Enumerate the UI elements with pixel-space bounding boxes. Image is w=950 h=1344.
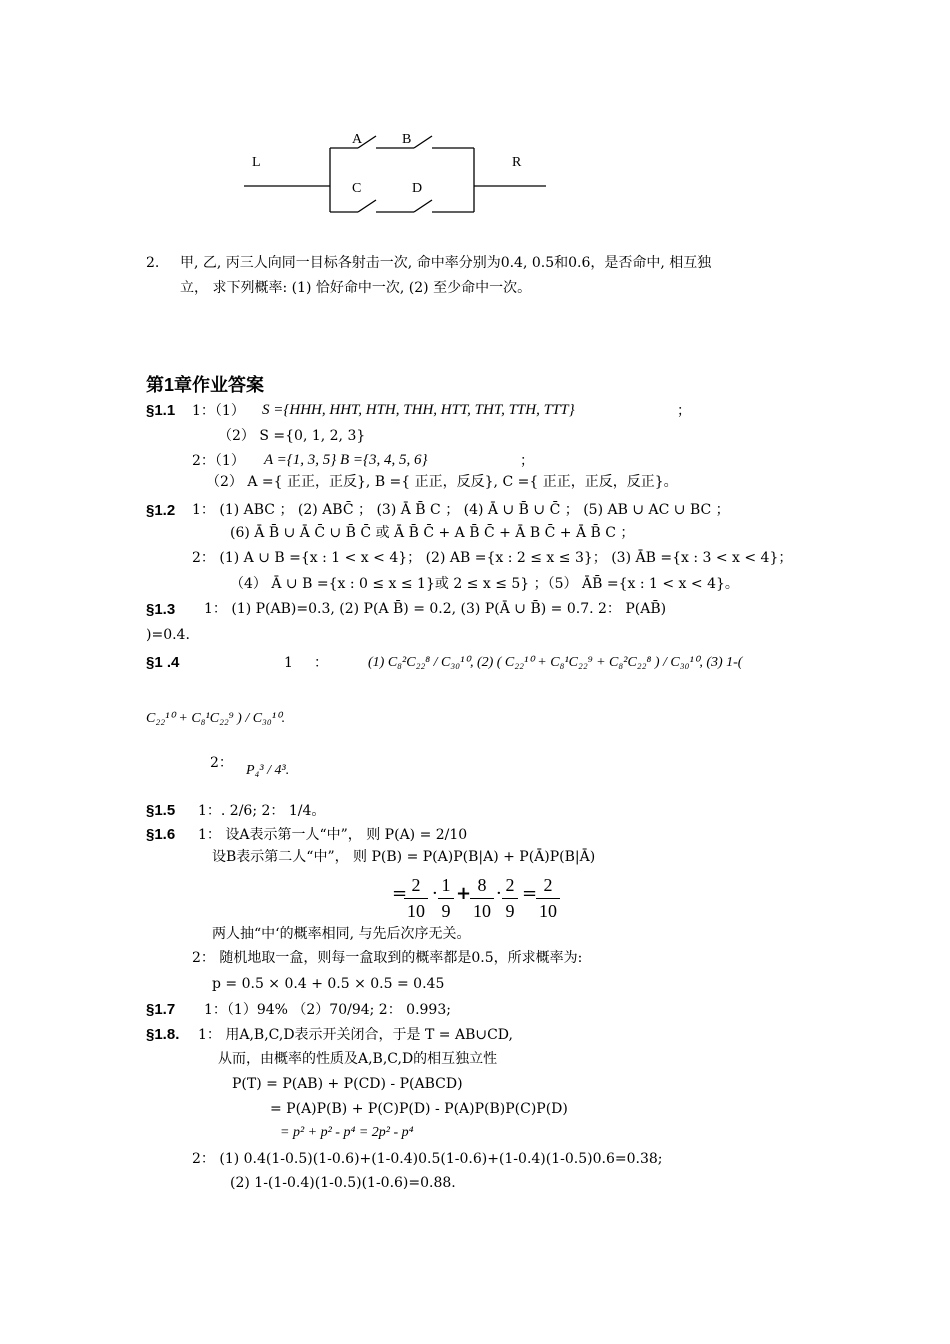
fraction-denominator: 10	[539, 901, 557, 921]
section-tag-1-8: §1.8.	[146, 1026, 180, 1043]
s11-line1-prefix: 1：（1）	[192, 403, 245, 419]
problem-text-line2: 立， 求下列概率: (1) 恰好命中一次, (2) 至少命中一次。	[180, 280, 532, 296]
s12-line3: 2： (1) A ∪ B ={x : 1 < x < 4}； (2) AB ={x : 2 ≤ x ≤ 3}； (3) ĀB ={x : 3 < x < 4}；	[192, 550, 793, 566]
switch-a-label: A	[352, 132, 363, 147]
s14-line1: (1) C₈²C₂₂⁸ / C₃₀¹⁰, (2) ( C₂₂¹⁰ + C₈¹C₂₂⁹ + C₈²C₂₂⁸ ) / C₃₀¹⁰, (3) 1-(	[368, 655, 743, 670]
fraction-numerator: 8	[470, 875, 494, 899]
section-tag-1-6: §1.6	[146, 826, 176, 843]
fraction-denominator: 9	[441, 901, 451, 921]
switch-c-label: C	[352, 181, 362, 196]
s13-line2: )=0.4.	[146, 627, 190, 643]
s12-line4: （4） Ā ∪ B ={x : 0 ≤ x ≤ 1}或 2 ≤ x ≤ 5} ；（5） ĀB̄ ={x : 1 < x < 4}。	[230, 576, 739, 592]
s16-dot-2: ·	[496, 883, 502, 904]
fraction-denominator: 10	[473, 901, 491, 921]
section-tag-1-5: §1.5	[146, 802, 176, 819]
circuit-diagram	[0, 0, 950, 230]
problem-text-line1: 甲, 乙, 丙三人向同一目标各射击一次, 命中率分别为0.4, 0.5和0.6，是否命中, 相互独	[180, 255, 712, 271]
s13-line1: 1： (1) P(AB)=0.3, (2) P(A B̄) = 0.2, (3) P(Ā ∪ B̄) = 0.7. 2： P(AB̄)	[204, 601, 667, 617]
s14-line3-prefix: 2：	[210, 755, 233, 771]
s16-line2: 设B表示第二人“中”， 则 P(B) = P(A)P(B|A) + P(Ā)P(B|Ā)	[212, 849, 596, 865]
fraction-numerator: 2	[502, 875, 518, 899]
s11-line4: （2） A ={ 正正，正反}, B ={ 正正，反反}, C ={ 正正，正反，反正}。	[206, 474, 678, 490]
s12-line2: (6) Ā B̄ ∪ Ā C̄ ∪ B̄ C̄ 或 Ā B̄ C̄ + A B̄ C̄ + Ā B C̄ + Ā B̄ C ；	[230, 525, 635, 541]
s18-line4: = P(A)P(B) + P(C)P(D) - P(A)P(B)P(C)P(D)	[270, 1101, 568, 1117]
terminal-l-label: L	[252, 155, 261, 170]
s16-line6: p = 0.5 × 0.4 + 0.5 × 0.5 = 0.45	[212, 976, 445, 992]
s11-line1-math: S ={HHH, HHT, HTH, THH, HTT, THT, TTH, TTT}	[262, 402, 575, 418]
section-tag-1-7: §1.7	[146, 1001, 176, 1018]
s11-line1-end: ；	[677, 403, 691, 419]
section-tag-1-4: §1 .4	[146, 654, 180, 671]
s14-line2: C₂₂¹⁰ + C₈¹C₂₂⁹ ) / C₃₀¹⁰.	[146, 711, 286, 726]
terminal-r-label: R	[512, 155, 522, 170]
switch-b-label: B	[402, 132, 412, 147]
s18-line3: P(T) = P(AB) + P(CD) - P(ABCD)	[232, 1076, 463, 1092]
s12-line1: 1： (1) ABC ； (2) ABC̄ ； (3) Ā B̄ C ； (4) Ā ∪ B̄ ∪ C̄ ； (5) AB ∪ AC ∪ BC ；	[192, 502, 730, 518]
fraction-8-10	[470, 875, 494, 922]
s11-line3-math: A ={1, 3, 5} B ={3, 4, 5, 6}	[264, 452, 428, 468]
fraction-2-9	[502, 875, 518, 922]
section-tag-1-3: §1.3	[146, 601, 176, 618]
section-tag-1-1: §1.1	[146, 402, 176, 419]
fraction-2-10	[404, 875, 428, 922]
s11-line3-prefix: 2：（1）	[192, 453, 245, 469]
s16-equals: =	[392, 883, 408, 904]
fraction-denominator: 9	[505, 901, 515, 921]
s17-text: 1：（1）94% （2）70/94; 2： 0.993;	[204, 1002, 451, 1018]
fraction-denominator: 10	[407, 901, 425, 921]
section-tag-1-2: §1.2	[146, 502, 176, 519]
s18-line2: 从而，由概率的性质及A,B,C,D的相互独立性	[218, 1051, 498, 1067]
s16-dot-1: ·	[432, 883, 438, 904]
s18-line1: 1： 用A,B,C,D表示开关闭合，于是 T = AB∪CD,	[198, 1027, 513, 1043]
fraction-result	[536, 875, 560, 922]
fraction-1-9	[438, 875, 454, 922]
s14-item-one: 1	[284, 655, 293, 671]
fraction-numerator: 1	[438, 875, 454, 899]
s11-line2: （2） S ={0, 1, 2, 3}	[218, 428, 366, 444]
s16-line5: 2： 随机地取一盒，则每一盒取到的概率都是0.5，所求概率为:	[192, 950, 583, 966]
s14-line3: P₄³ / 4³.	[246, 763, 290, 778]
s18-line7: (2) 1-(1-0.4)(1-0.5)(1-0.6)=0.88.	[230, 1175, 456, 1191]
s16-line1: 1： 设A表示第一人“中”， 则 P(A) = 2/10	[198, 827, 468, 843]
s14-colon: ：	[314, 655, 328, 671]
s11-line3-end: ；	[520, 453, 534, 469]
s16-line4: 两人抽“中‘的概率相同, 与先后次序无关。	[212, 926, 471, 942]
s16-equals-2: =	[522, 883, 538, 904]
s18-line5: = p² + p² - p⁴ = 2p² - p⁴	[280, 1125, 414, 1140]
switch-d-label: D	[412, 181, 423, 196]
section-heading: 第1章作业答案	[146, 375, 265, 395]
s16-plus: +	[456, 883, 472, 904]
problem-number: 2.	[146, 255, 160, 271]
s15-text: 1：. 2/6; 2： 1/4。	[198, 803, 326, 819]
fraction-numerator: 2	[404, 875, 428, 899]
fraction-numerator: 2	[536, 875, 560, 899]
s18-line6: 2： (1) 0.4(1-0.5)(1-0.6)+(1-0.4)0.5(1-0.6)+(1-0.4)(1-0.5)0.6=0.38;	[192, 1151, 663, 1167]
